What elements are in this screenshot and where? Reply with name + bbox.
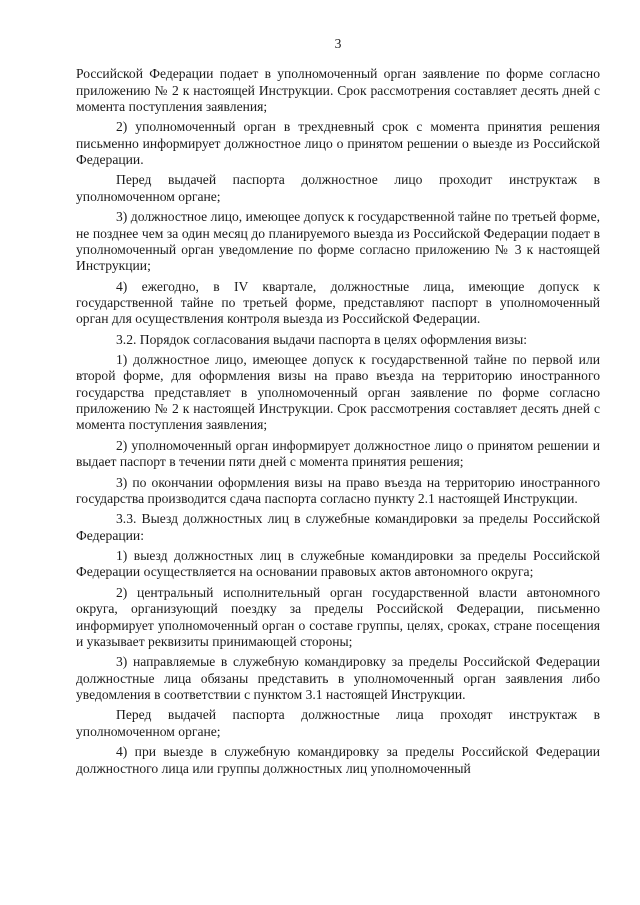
paragraph-briefing-note-1: Перед выдачей паспорта должностное лицо проходит инструктаж в уполномоченном органе; [76, 172, 600, 204]
paragraph-3-3-item-3: 3) направляемые в служебную командировку за пределы Российской Федерации должностные лица обязаны представить в уполномоченный орган заявления либо уведомления в соответствии с пунктом 3.1 настоящей Инструкции. [76, 654, 600, 702]
page-number: 3 [334, 36, 342, 51]
paragraph-3-3-item-2: 2) центральный исполнительный орган государственной власти автономного округа, организующий поездку за пределы Российской Федерации, письменно информирует уполномоченный орган о составе группы, целях, сроках, стране посещения и указывает реквизиты принимающей стороны; [76, 584, 600, 649]
section-heading-3-3: 3.3. Выезд должностных лиц в служебные командировки за пределы Российской Федерации: [76, 511, 600, 543]
paragraph-3-2-item-3: 3) по окончании оформления визы на право въезда на территорию иностранного государства производится сдача паспорта согласно пункту 2.1 настоящей Инструкции. [76, 474, 600, 506]
paragraph-continuation: Российской Федерации подает в уполномоченный орган заявление по форме согласно приложению № 2 к настоящей Инструкции. Срок рассмотрения составляет десять дней с момента поступления заявления; [76, 66, 600, 114]
paragraph-briefing-note-2: Перед выдачей паспорта должностные лица проходят инструктаж в уполномоченном органе; [76, 707, 600, 739]
paragraph-3-2-item-2: 2) уполномоченный орган информирует должностное лицо о принятом решении и выдает паспорт в течении пяти дней с момента принятия решения; [76, 437, 600, 470]
paragraph-3-1-item-3: 3) должностное лицо, имеющее допуск к государственной тайне по третьей форме, не позднее чем за один месяц до планируемого выезда из Российской Федерации подает в уполномоченный орган уведомление по форме согласно приложению № 3 к настоящей Инструкции; [76, 209, 600, 274]
paragraph-3-3-item-1: 1) выезд должностных лиц в служебные командировки за пределы Российской Федерации осуществляется на основании правовых актов автономного округа; [76, 548, 600, 580]
section-heading-3-2: 3.2. Порядок согласования выдачи паспорта в целях оформления визы: [116, 331, 527, 347]
document-page [76, 36, 600, 777]
paragraph-3-2-item-1: 1) должностное лицо, имеющее допуск к государственной тайне по первой или второй форме, для оформления визы на право въезда на территорию иностранного государства представляет в уполномоченный орган заявление по форме согласно приложению № 2 к настоящей Инструкции. Срок рассмотрения составляет десять дней с момента поступления заявления; [76, 352, 600, 433]
paragraph-3-1-item-4: 4) ежегодно, в IV квартале, должностные лица, имеющие допуск к государственной тайне по третьей форме, представляют паспорт в уполномоченный орган для осуществления контроля выезда из Российской Федерации. [76, 278, 600, 327]
paragraph-3-1-item-2: 2) уполномоченный орган в трехдневный срок с момента принятия решения письменно информирует должностное лицо о принятом решении о выезде из Российской Федерации. [76, 119, 600, 167]
paragraph-3-3-item-4: 4) при выезде в служебную командировку за пределы Российской Федерации должностного лица или группы должностных лиц уполномоченный [76, 744, 600, 776]
